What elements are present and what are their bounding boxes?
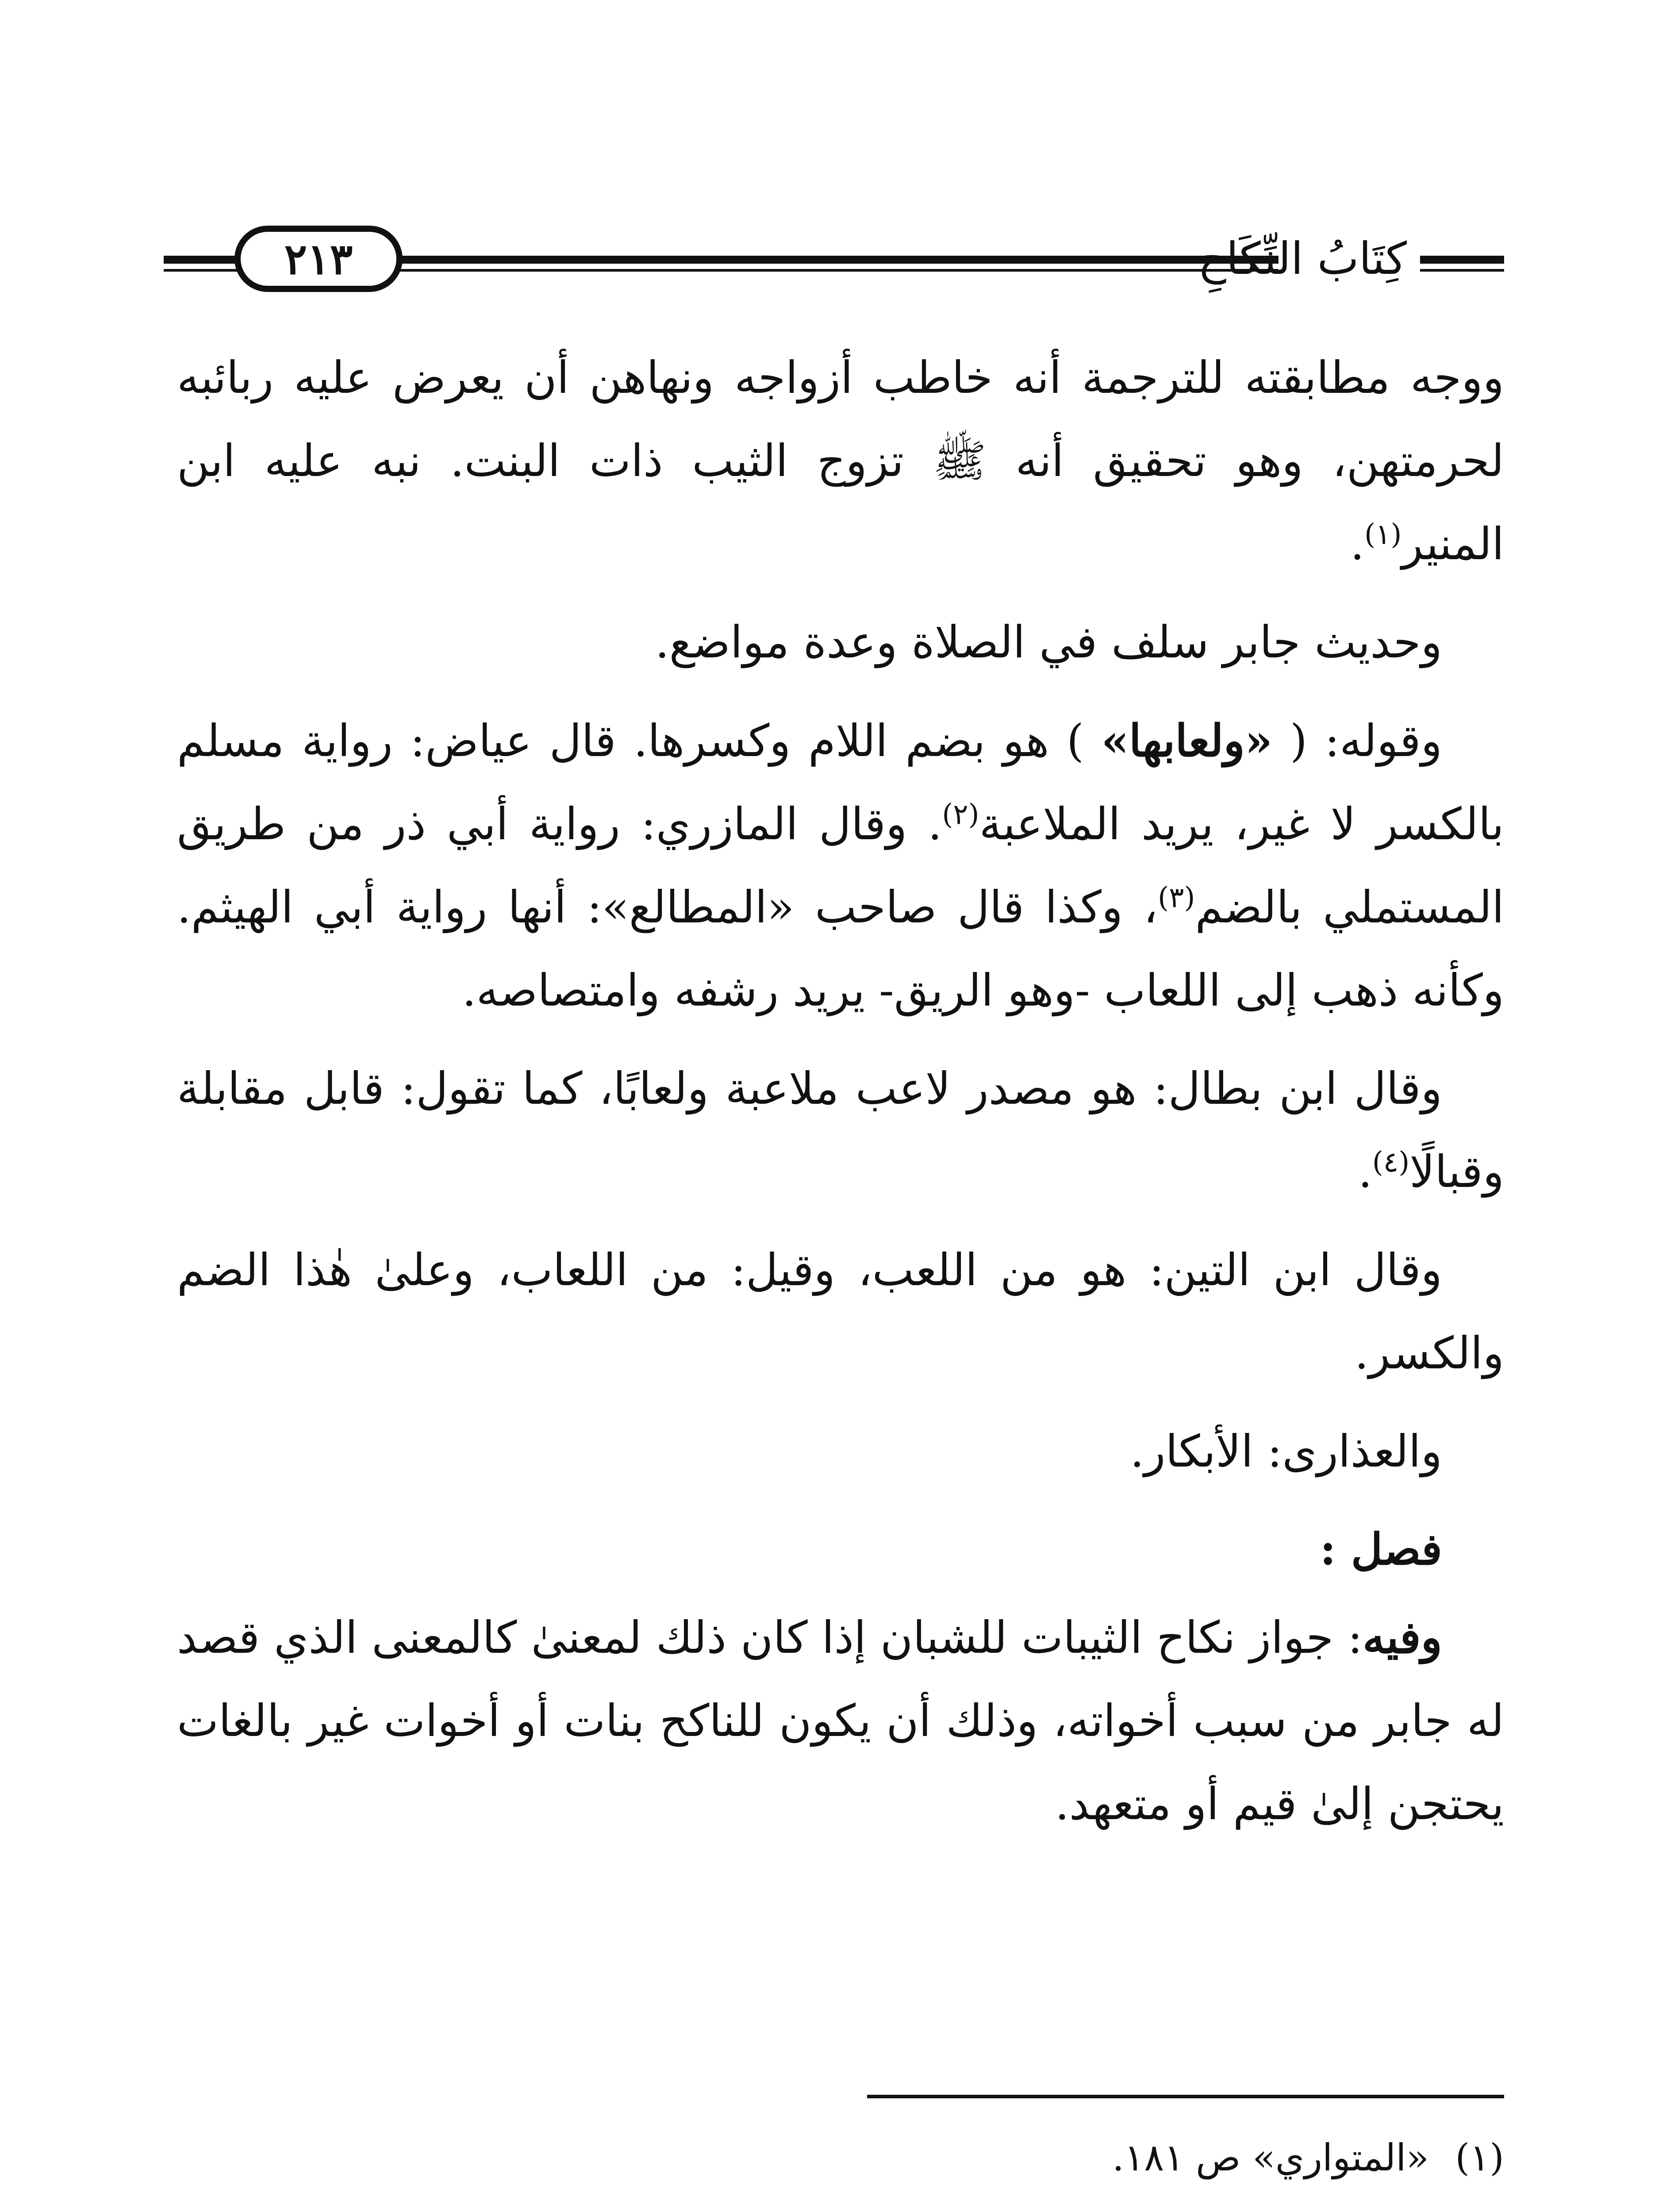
section-heading: فصل :	[1320, 1524, 1442, 1575]
footnote-text: «المتواري» ص ١٨١.	[1112, 2136, 1429, 2179]
header-rule-right-thin	[1420, 269, 1504, 272]
paragraph-5: وقال ابن التين: هو من اللعب، وقيل: من اللعاب، وعلىٰ هٰذا الضم والكسر.	[177, 1244, 1504, 1379]
paragraph-7	[177, 1596, 1504, 1846]
footnote-separator	[867, 2095, 1504, 2098]
header-rule-middle-thin	[394, 269, 1278, 272]
paragraph-7-lead: وفيه	[1363, 1611, 1442, 1663]
paragraph-3-text-c: ، وكذا قال صاحب «المطالع»: أنها رواية أبي الهيثم. وكأنه ذهب إلى اللعاب -وهو الريق- يريد رشفه وامتصاصه.	[177, 881, 1504, 1016]
footnote-item	[531, 2119, 1504, 2197]
page-number-badge: ٢١٣	[234, 226, 403, 292]
quoted-term: «ولعابها»	[1101, 714, 1273, 767]
paragraph-3-text-b: . وقال المازري: رواية أبي ذر من طريق المستملي بالضم	[177, 798, 1504, 933]
footnote-number	[1429, 2197, 1504, 2212]
paragraph-1	[177, 336, 1504, 586]
paragraph-3-lead: وقوله: (	[1290, 715, 1443, 767]
running-title: كِتَابُ النِّكَاحِ	[1198, 233, 1407, 284]
header-rule-left	[164, 256, 243, 264]
paragraph-1-end: .	[1350, 518, 1365, 570]
paragraph-3-text-a: ) هو بضم اللام وكسرها. قال عياض: رواية مسلم بالكسر لا غير، يريد الملاعبة	[177, 715, 1505, 850]
footnote-ref-2[interactable]: (٢)	[942, 798, 979, 831]
paragraph-1-text: ووجه مطابقته للترجمة أنه خاطب أزواجه ونهاهن أن يعرض عليه ربائبه لحرمتهن، وهو تحقيق أنه ﷺ تزوج الثيب ذات البنت. نبه عليه ابن المنير	[177, 352, 1504, 570]
paragraph-4-end: .	[1358, 1146, 1372, 1198]
header-rule-middle	[394, 256, 1278, 264]
footnote-number: (١)	[1455, 2136, 1504, 2179]
paragraph-3	[177, 699, 1504, 1032]
footnote-ref-3[interactable]: (٣)	[1158, 881, 1195, 914]
footnotes	[531, 2119, 1504, 2212]
paragraph-2: وحديث جابر سلف في الصلاة وعدة مواضع.	[655, 616, 1442, 668]
main-text	[177, 336, 1504, 1861]
paragraph-6: والعذارى: الأبكار.	[1130, 1425, 1442, 1477]
footnote-ref-1[interactable]: (١)	[1364, 518, 1402, 551]
footnote-ref-4[interactable]: (٤)	[1372, 1146, 1410, 1179]
paragraph-7-text: : جواز نكاح الثيبات للشبان إذا كان ذلك لمعنىٰ كالمعنى الذي قصد له جابر من سبب أخواته، وذلك أن يكون للناكح بنات أو أخوات غير بالغات يحتجن إلىٰ قيم أو متعهد.	[177, 1612, 1504, 1830]
footnote-item	[531, 2197, 1504, 2212]
paragraph-4-text: وقال ابن بطال: هو مصدر لاعب ملاعبة ولعابًا، كما تقول: قابل مقابلة وقبالًا	[177, 1063, 1504, 1198]
page-header	[164, 208, 1504, 310]
paragraph-4	[177, 1047, 1504, 1214]
header-rule-left-thin	[164, 269, 243, 272]
header-rule-right	[1420, 256, 1504, 264]
